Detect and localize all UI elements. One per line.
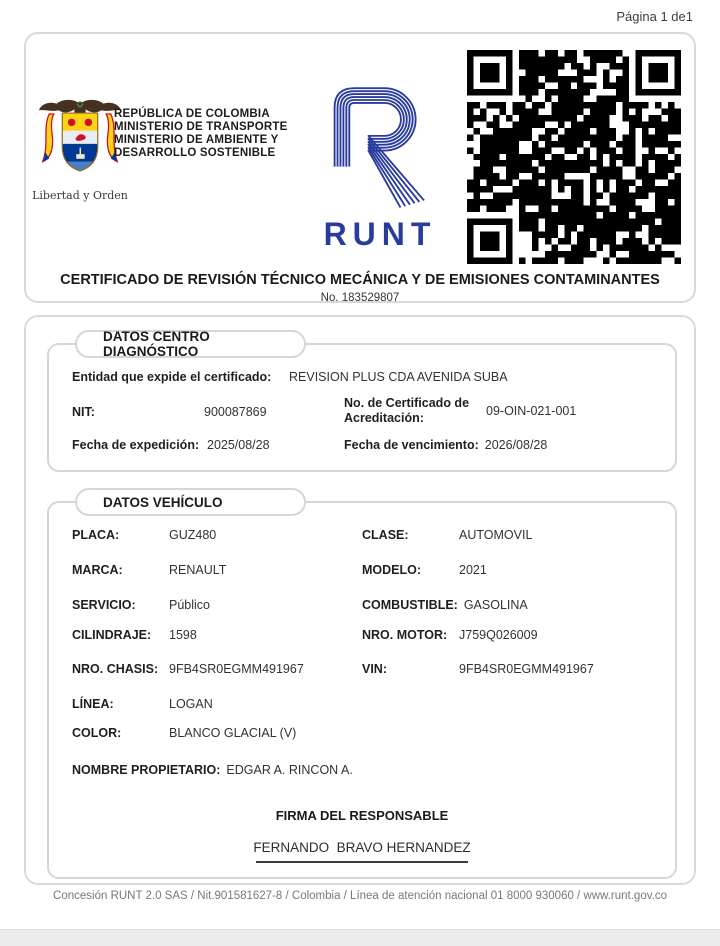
field-value: 2026/08/28	[484, 438, 548, 452]
field-label: Fecha de vencimiento:	[344, 438, 479, 452]
field-vin	[362, 662, 594, 676]
field-combustible	[362, 598, 528, 612]
field-value: BLANCO GLACIAL (V)	[169, 726, 297, 740]
field-label: CILINDRAJE:	[72, 628, 152, 642]
ministry-line: DESARROLLO SOSTENIBLE	[114, 146, 276, 159]
field-nro-chasis	[72, 662, 304, 676]
field-marca	[72, 563, 226, 577]
qr-code-icon	[467, 50, 681, 264]
certificate-title: CERTIFICADO DE REVISIÓN TÉCNICO MECÁNICA Y DE EMISIONES CONTAMINANTES	[60, 272, 660, 288]
field-value: 2025/08/28	[207, 438, 270, 452]
field-value: Público	[169, 598, 210, 612]
field-value: 1598	[169, 628, 197, 642]
field-placa	[72, 528, 216, 542]
field-label: COMBUSTIBLE:	[362, 598, 458, 612]
runt-r-icon	[321, 74, 439, 212]
field-value: AUTOMOVIL	[459, 528, 533, 542]
field-label: Fecha de expedición:	[72, 438, 200, 452]
signature-line	[256, 861, 468, 863]
section-diagnostic-center	[47, 329, 677, 472]
field-value: J759Q026009	[459, 628, 538, 642]
section-title-pill: DATOS CENTRO DIAGNÓSTICO	[75, 330, 306, 358]
signature-block	[49, 808, 675, 863]
field-label: NRO. CHASIS:	[72, 662, 159, 676]
field-servicio	[72, 598, 210, 612]
ministry-text-block	[114, 108, 287, 160]
field-acreditacion	[344, 396, 576, 426]
field-modelo	[362, 563, 487, 577]
field-label: NIT:	[72, 405, 95, 419]
certificate-data-card	[24, 315, 696, 885]
field-value: GUZ480	[169, 528, 217, 542]
field-value: 9FB4SR0EGMM491967	[459, 662, 594, 676]
field-color	[72, 726, 296, 740]
certificate-header-card	[24, 32, 696, 303]
field-value: RENAULT	[169, 563, 227, 577]
field-value: 9FB4SR0EGMM491967	[169, 662, 304, 676]
field-value: 09-OIN-021-001	[486, 404, 577, 418]
runt-logo	[298, 74, 462, 252]
field-value: EDGAR A. RINCON A.	[226, 763, 353, 777]
field-propietario	[72, 763, 353, 777]
field-label: NOMBRE PROPIETARIO:	[72, 763, 221, 777]
field-value: GASOLINA	[463, 598, 528, 612]
field-cilindraje	[72, 628, 197, 642]
field-value: 900087869	[204, 405, 267, 419]
ministry-line: MINISTERIO DE AMBIENTE Y	[114, 133, 279, 146]
colombia-coat-of-arms-icon	[38, 98, 122, 186]
field-nit	[72, 405, 267, 419]
section-title-pill: DATOS VEHÍCULO	[75, 488, 306, 516]
section-vehicle-data	[47, 494, 677, 879]
field-label: PLACA:	[72, 528, 120, 542]
field-value: REVISION PLUS CDA AVENIDA SUBA	[289, 370, 508, 384]
field-label: LÍNEA:	[72, 697, 114, 711]
bottom-bar	[0, 929, 720, 946]
field-label: MODELO:	[362, 563, 422, 577]
runt-wordmark: RUNT	[323, 216, 437, 252]
field-label: SERVICIO:	[72, 598, 136, 612]
field-entidad	[72, 370, 508, 384]
field-label: Entidad que expide el certificado:	[72, 370, 272, 384]
field-label: VIN:	[362, 662, 387, 676]
field-linea	[72, 697, 213, 711]
field-vencimiento	[344, 438, 547, 452]
field-label: MARCA:	[72, 563, 123, 577]
field-clase	[362, 528, 532, 542]
footer-text: Concesión RUNT 2.0 SAS / Nit.901581627-8 / Colombia / Línea de atención nacional 01 8000 930060 / www.runt.gov.co	[53, 890, 667, 902]
field-nro-motor	[362, 628, 538, 642]
field-label: COLOR:	[72, 726, 122, 740]
signature-name: FERNANDO BRAVO HERNANDEZ	[253, 840, 471, 855]
field-value: 2021	[459, 563, 487, 577]
certificate-number: No. 183529807	[320, 292, 400, 304]
ministry-line: REPÚBLICA DE COLOMBIA	[114, 108, 270, 120]
field-label: CLASE:	[362, 528, 409, 542]
field-label: NRO. MOTOR:	[362, 628, 448, 642]
field-label: No. de Certificado de Acreditación:	[344, 396, 470, 425]
signature-title: FIRMA DEL RESPONSABLE	[275, 808, 449, 823]
ministry-line: MINISTERIO DE TRANSPORTE	[114, 120, 288, 133]
coat-motto-text: Libertad y Orden	[32, 189, 128, 202]
field-expedicion	[72, 438, 270, 452]
page-number-label: Página 1 de1	[616, 9, 693, 24]
field-value: LOGAN	[169, 697, 213, 711]
